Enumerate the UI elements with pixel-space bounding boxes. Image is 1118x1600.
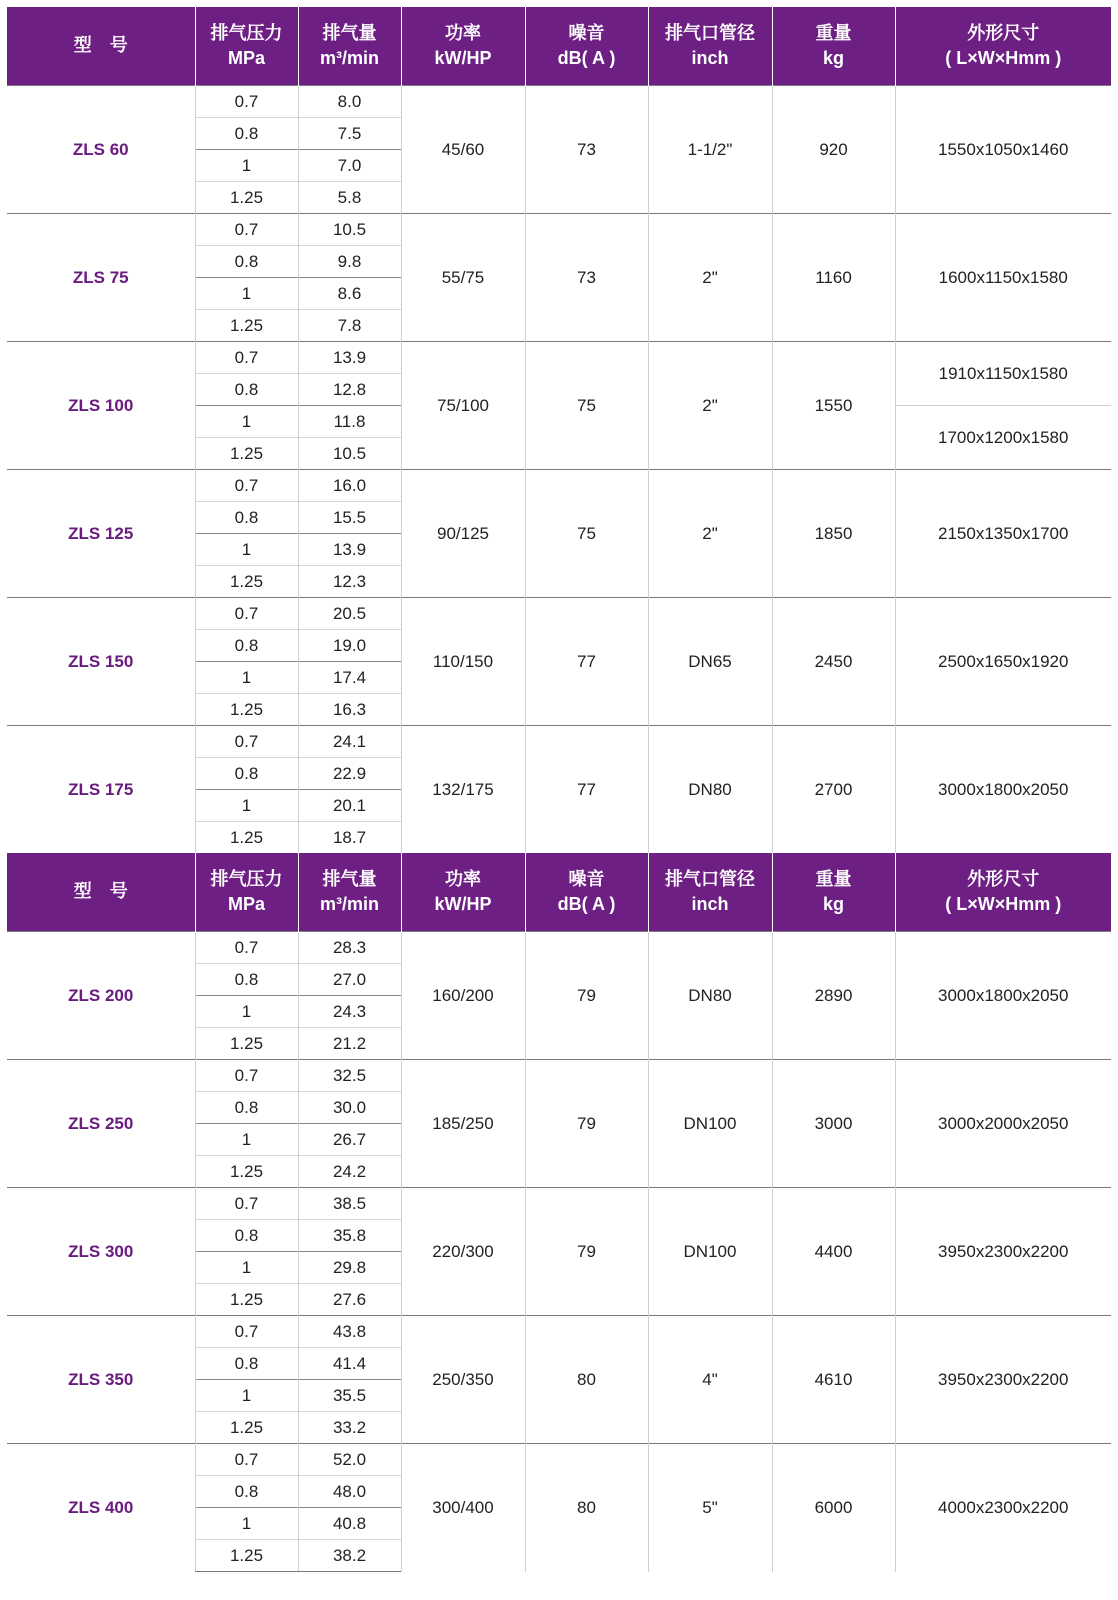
flow-value: 26.7: [298, 1124, 401, 1156]
noise-value: 75: [525, 342, 648, 470]
flow-value: 35.5: [298, 1380, 401, 1412]
header-row: [7, 853, 1111, 932]
flow-value: 30.0: [298, 1092, 401, 1124]
weight-value: 1550: [772, 342, 895, 470]
flow-value: 7.8: [298, 310, 401, 342]
table-row: [7, 214, 1111, 246]
header-weight: [772, 853, 895, 932]
dims-value: 4000x2300x2200: [895, 1444, 1111, 1572]
pressure-value: 1: [195, 662, 298, 694]
header-outlet: [648, 853, 772, 932]
header-pressure-line-1: 排气压力: [210, 23, 283, 44]
pressure-value: 1: [195, 1508, 298, 1540]
header-weight-line-1: 重量: [815, 23, 852, 44]
header-flow-line-1: 排气量: [322, 23, 377, 44]
outlet-value: 1-1/2": [648, 86, 772, 214]
flow-value: 19.0: [298, 630, 401, 662]
noise-value: 73: [525, 86, 648, 214]
pressure-value: 1: [195, 534, 298, 566]
flow-value: 32.5: [298, 1060, 401, 1092]
outlet-value: DN65: [648, 598, 772, 726]
dims-value: 3000x1800x2050: [895, 932, 1111, 1060]
pressure-value: 1.25: [195, 310, 298, 342]
model-name: ZLS 175: [7, 726, 195, 854]
outlet-value: DN100: [648, 1188, 772, 1316]
dims-value: 1550x1050x1460: [895, 86, 1111, 214]
header-pressure: [195, 853, 298, 932]
model-name: ZLS 60: [7, 86, 195, 214]
pressure-value: 1.25: [195, 566, 298, 598]
header-pressure-line-2: MPa: [227, 894, 265, 914]
pressure-value: 0.7: [195, 1188, 298, 1220]
pressure-value: 0.8: [195, 374, 298, 406]
outlet-value: 5": [648, 1444, 772, 1572]
weight-value: 2700: [772, 726, 895, 854]
header-outlet-line-1: 排气口管径: [665, 869, 755, 890]
flow-value: 8.6: [298, 278, 401, 310]
header-power-line-2: kW/HP: [434, 48, 492, 68]
noise-value: 80: [525, 1316, 648, 1444]
outlet-value: 2": [648, 342, 772, 470]
header-dims-line-2: ( L×W×Hmm ): [945, 894, 1062, 914]
pressure-value: 1: [195, 406, 298, 438]
header-outlet-line-1: 排气口管径: [665, 23, 755, 44]
flow-value: 22.9: [298, 758, 401, 790]
flow-value: 27.6: [298, 1284, 401, 1316]
spec-table: [7, 7, 1111, 1572]
flow-value: 12.8: [298, 374, 401, 406]
flow-value: 12.3: [298, 566, 401, 598]
flow-value: 35.8: [298, 1220, 401, 1252]
header-noise: [525, 7, 648, 86]
flow-value: 20.1: [298, 790, 401, 822]
pressure-value: 1.25: [195, 182, 298, 214]
flow-value: 8.0: [298, 86, 401, 118]
header-weight-line-2: kg: [822, 48, 844, 68]
header-flow: [298, 7, 401, 86]
header-dims-line-1: 外形尺寸: [967, 869, 1040, 890]
power-value: 110/150: [401, 598, 525, 726]
flow-value: 7.5: [298, 118, 401, 150]
header-model-label: 型 号: [73, 881, 128, 902]
dims-value: 2150x1350x1700: [895, 470, 1111, 598]
outlet-value: DN80: [648, 932, 772, 1060]
outlet-value: 2": [648, 470, 772, 598]
header-dims: [895, 7, 1111, 86]
pressure-value: 0.8: [195, 758, 298, 790]
pressure-value: 1: [195, 790, 298, 822]
flow-value: 5.8: [298, 182, 401, 214]
flow-value: 24.1: [298, 726, 401, 758]
pressure-value: 1: [195, 1380, 298, 1412]
noise-value: 79: [525, 932, 648, 1060]
pressure-value: 0.7: [195, 726, 298, 758]
table-row: [7, 1316, 1111, 1348]
pressure-value: 0.8: [195, 246, 298, 278]
header-flow-line-2: m³/min: [319, 48, 379, 68]
dims-value: 3950x2300x2200: [895, 1316, 1111, 1444]
header-noise-line-2: dB( A ): [557, 894, 616, 914]
outlet-value: DN80: [648, 726, 772, 854]
flow-value: 13.9: [298, 534, 401, 566]
noise-value: 80: [525, 1444, 648, 1572]
noise-value: 73: [525, 214, 648, 342]
header-flow-line-2: m³/min: [319, 894, 379, 914]
flow-value: 38.5: [298, 1188, 401, 1220]
table-row: [7, 726, 1111, 758]
pressure-value: 0.8: [195, 964, 298, 996]
power-value: 300/400: [401, 1444, 525, 1572]
header-dims-line-2: ( L×W×Hmm ): [945, 48, 1062, 68]
header-pressure-line-1: 排气压力: [210, 869, 283, 890]
power-value: 90/125: [401, 470, 525, 598]
pressure-value: 0.7: [195, 470, 298, 502]
weight-value: 2450: [772, 598, 895, 726]
outlet-value: 4": [648, 1316, 772, 1444]
pressure-value: 0.7: [195, 1316, 298, 1348]
flow-value: 7.0: [298, 150, 401, 182]
flow-value: 38.2: [298, 1540, 401, 1572]
table-row: [7, 342, 1111, 374]
weight-value: 1850: [772, 470, 895, 598]
flow-value: 15.5: [298, 502, 401, 534]
flow-value: 9.8: [298, 246, 401, 278]
model-name: ZLS 400: [7, 1444, 195, 1572]
header-model: [7, 7, 195, 86]
pressure-value: 1.25: [195, 438, 298, 470]
header-power: [401, 853, 525, 932]
flow-value: 21.2: [298, 1028, 401, 1060]
power-value: 55/75: [401, 214, 525, 342]
header-dims: [895, 853, 1111, 932]
header-dims-line-1: 外形尺寸: [967, 23, 1040, 44]
dims-value: 3000x2000x2050: [895, 1060, 1111, 1188]
pressure-value: 1: [195, 1124, 298, 1156]
table-row: [7, 86, 1111, 118]
weight-value: 2890: [772, 932, 895, 1060]
header-weight-line-1: 重量: [815, 869, 852, 890]
model-name: ZLS 250: [7, 1060, 195, 1188]
pressure-value: 0.7: [195, 342, 298, 374]
header-noise: [525, 853, 648, 932]
flow-value: 24.2: [298, 1156, 401, 1188]
noise-value: 77: [525, 598, 648, 726]
pressure-value: 1: [195, 996, 298, 1028]
pressure-value: 0.7: [195, 1444, 298, 1476]
header-weight-line-2: kg: [822, 894, 844, 914]
dims-value: 3000x1800x2050: [895, 726, 1111, 854]
pressure-value: 1: [195, 1252, 298, 1284]
power-value: 132/175: [401, 726, 525, 854]
flow-value: 13.9: [298, 342, 401, 374]
model-name: ZLS 300: [7, 1188, 195, 1316]
table-row: [7, 598, 1111, 630]
power-value: 160/200: [401, 932, 525, 1060]
flow-value: 24.3: [298, 996, 401, 1028]
table-row: [7, 1060, 1111, 1092]
header-model-label: 型 号: [73, 35, 128, 56]
header-power-line-1: 功率: [445, 23, 481, 44]
model-name: ZLS 200: [7, 932, 195, 1060]
weight-value: 3000: [772, 1060, 895, 1188]
dims-value: 1600x1150x1580: [895, 214, 1111, 342]
noise-value: 79: [525, 1188, 648, 1316]
header-pressure: [195, 7, 298, 86]
power-value: 250/350: [401, 1316, 525, 1444]
header-power-line-2: kW/HP: [434, 894, 492, 914]
header-outlet: [648, 7, 772, 86]
weight-value: 1160: [772, 214, 895, 342]
pressure-value: 0.8: [195, 1348, 298, 1380]
power-value: 75/100: [401, 342, 525, 470]
header-noise-line-1: 噪音: [568, 869, 605, 890]
header-model: [7, 853, 195, 932]
flow-value: 28.3: [298, 932, 401, 964]
flow-value: 16.0: [298, 470, 401, 502]
flow-value: 52.0: [298, 1444, 401, 1476]
pressure-value: 0.8: [195, 1220, 298, 1252]
pressure-value: 1.25: [195, 1156, 298, 1188]
header-outlet-line-2: inch: [691, 48, 729, 68]
noise-value: 77: [525, 726, 648, 854]
table-row: [7, 470, 1111, 502]
flow-value: 27.0: [298, 964, 401, 996]
header-power-line-1: 功率: [445, 869, 481, 890]
pressure-value: 0.7: [195, 598, 298, 630]
header-row: [7, 7, 1111, 86]
pressure-value: 1: [195, 278, 298, 310]
model-name: ZLS 75: [7, 214, 195, 342]
outlet-value: DN100: [648, 1060, 772, 1188]
pressure-value: 0.8: [195, 118, 298, 150]
table-row: [7, 932, 1111, 964]
noise-value: 79: [525, 1060, 648, 1188]
flow-value: 43.8: [298, 1316, 401, 1348]
flow-value: 11.8: [298, 406, 401, 438]
model-name: ZLS 100: [7, 342, 195, 470]
noise-value: 75: [525, 470, 648, 598]
pressure-value: 0.7: [195, 214, 298, 246]
header-weight: [772, 7, 895, 86]
dims-value: 2500x1650x1920: [895, 598, 1111, 726]
weight-value: 4400: [772, 1188, 895, 1316]
flow-value: 16.3: [298, 694, 401, 726]
header-power: [401, 7, 525, 86]
pressure-value: 0.7: [195, 932, 298, 964]
model-name: ZLS 125: [7, 470, 195, 598]
flow-value: 18.7: [298, 822, 401, 854]
flow-value: 29.8: [298, 1252, 401, 1284]
weight-value: 920: [772, 86, 895, 214]
pressure-value: 0.8: [195, 1092, 298, 1124]
model-name: ZLS 150: [7, 598, 195, 726]
pressure-value: 0.8: [195, 1476, 298, 1508]
power-value: 185/250: [401, 1060, 525, 1188]
header-noise-line-2: dB( A ): [557, 48, 616, 68]
weight-value: 6000: [772, 1444, 895, 1572]
dims-value: 1700x1200x1580: [895, 406, 1111, 470]
pressure-value: 0.8: [195, 502, 298, 534]
dims-value: 3950x2300x2200: [895, 1188, 1111, 1316]
pressure-value: 1.25: [195, 822, 298, 854]
table-row: [7, 1444, 1111, 1476]
dims-value: 1910x1150x1580: [895, 342, 1111, 406]
pressure-value: 1.25: [195, 1540, 298, 1572]
outlet-value: 2": [648, 214, 772, 342]
flow-value: 10.5: [298, 214, 401, 246]
pressure-value: 0.7: [195, 1060, 298, 1092]
table-row: [7, 1188, 1111, 1220]
pressure-value: 1.25: [195, 1028, 298, 1060]
header-flow-line-1: 排气量: [322, 869, 377, 890]
flow-value: 40.8: [298, 1508, 401, 1540]
power-value: 45/60: [401, 86, 525, 214]
header-flow: [298, 853, 401, 932]
header-noise-line-1: 噪音: [568, 23, 605, 44]
pressure-value: 1.25: [195, 1284, 298, 1316]
flow-value: 20.5: [298, 598, 401, 630]
pressure-value: 1.25: [195, 694, 298, 726]
flow-value: 33.2: [298, 1412, 401, 1444]
power-value: 220/300: [401, 1188, 525, 1316]
flow-value: 10.5: [298, 438, 401, 470]
header-outlet-line-2: inch: [691, 894, 729, 914]
pressure-value: 1.25: [195, 1412, 298, 1444]
flow-value: 41.4: [298, 1348, 401, 1380]
model-name: ZLS 350: [7, 1316, 195, 1444]
pressure-value: 0.7: [195, 86, 298, 118]
flow-value: 48.0: [298, 1476, 401, 1508]
flow-value: 17.4: [298, 662, 401, 694]
header-pressure-line-2: MPa: [227, 48, 265, 68]
pressure-value: 1: [195, 150, 298, 182]
pressure-value: 0.8: [195, 630, 298, 662]
weight-value: 4610: [772, 1316, 895, 1444]
